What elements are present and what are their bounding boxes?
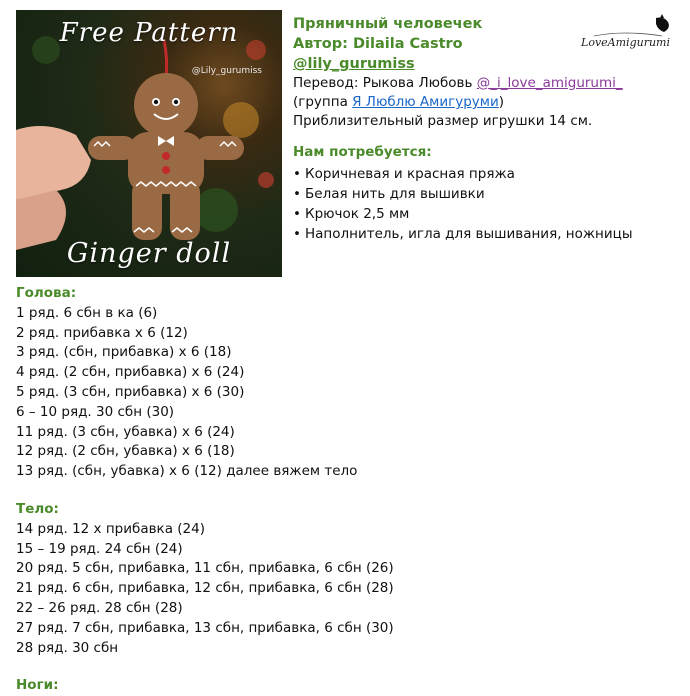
materials-item: • Коричневая и красная пряжа <box>293 164 683 184</box>
translator-link[interactable]: @_i_love_amigurumi_ <box>476 75 623 91</box>
photo-title-bottom: Ginger doll <box>66 238 232 269</box>
body-row: 15 – 19 ряд. 24 сбн (24) <box>16 540 183 557</box>
author-handle-link[interactable]: @lily_gurumiss <box>293 56 415 72</box>
body-row: 28 ряд. 30 сбн <box>16 639 119 656</box>
materials-item: • Крючок 2,5 мм <box>293 204 683 224</box>
head-row: 5 ряд. (3 сбн, прибавка) х 6 (30) <box>16 383 245 400</box>
section-spacer <box>16 658 676 676</box>
body-row: 20 ряд. 5 сбн, прибавка, 11 сбн, прибавка, 6 сбн (26) <box>16 560 394 577</box>
toy-size: Приблизительный размер игрушки 14 см. <box>293 113 593 129</box>
head-row: 4 ряд. (2 сбн, прибавка) х 6 (24) <box>16 364 245 381</box>
group-line <box>293 93 683 112</box>
body-row: 21 ряд. 6 сбн, прибавка, 12 сбн, прибавка, 6 сбн (28) <box>16 580 394 597</box>
pattern-title: Пряничный человечек <box>293 16 483 32</box>
head-row: 1 ряд. 6 сбн в ка (6) <box>16 304 158 321</box>
head-row: 2 ряд. прибавка х 6 (12) <box>16 324 188 341</box>
gingerbread-illustration <box>16 10 282 277</box>
body-row: 27 ряд. 7 сбн, прибавка, 13 сбн, прибавка, 6 сбн (30) <box>16 619 394 636</box>
body-heading: Тело: <box>16 500 59 517</box>
head-row: 11 ряд. (3 сбн, убавка) х 6 (24) <box>16 423 235 440</box>
pattern-author: Автор: Dilaila Castro <box>293 36 463 52</box>
head-row: 3 ряд. (сбн, прибавка) х 6 (18) <box>16 344 232 361</box>
materials-list <box>293 164 683 244</box>
materials-item: • Наполнитель, игла для вышивания, ножницы <box>293 224 683 244</box>
materials-item: • Белая нить для вышивки <box>293 184 683 204</box>
head-heading: Голова: <box>16 285 77 301</box>
body-row: 14 ряд. 12 х прибавка (24) <box>16 520 205 537</box>
head-row: 6 – 10 ряд. 30 сбн (30) <box>16 403 175 420</box>
photo-handle: @Lily_gurumiss <box>191 66 262 76</box>
photo-title-top: Free Pattern <box>59 18 239 48</box>
section-spacer <box>16 482 676 500</box>
pattern-instructions <box>16 284 676 696</box>
legs-heading: Ноги: <box>16 677 59 694</box>
head-row: 12 ряд. (2 сбн, убавка) х 6 (18) <box>16 443 235 460</box>
translation-prefix: Перевод: Рыкова Любовь <box>293 75 477 91</box>
pattern-photo <box>16 10 282 277</box>
pattern-info <box>293 14 683 244</box>
materials-heading: Нам потребуется: <box>293 144 432 160</box>
group-suffix: ) <box>498 94 505 110</box>
body-row: 22 – 26 ряд. 28 сбн (28) <box>16 599 183 616</box>
logo-text: LoveAmigurumi <box>581 36 670 49</box>
group-link[interactable]: Я Люблю Амигуруми <box>352 94 499 110</box>
group-prefix: (группа <box>293 94 353 110</box>
translation-line <box>293 74 683 93</box>
head-row: 13 ряд. (сбн, убавка) х 6 (12) далее вяжем тело <box>16 463 358 480</box>
